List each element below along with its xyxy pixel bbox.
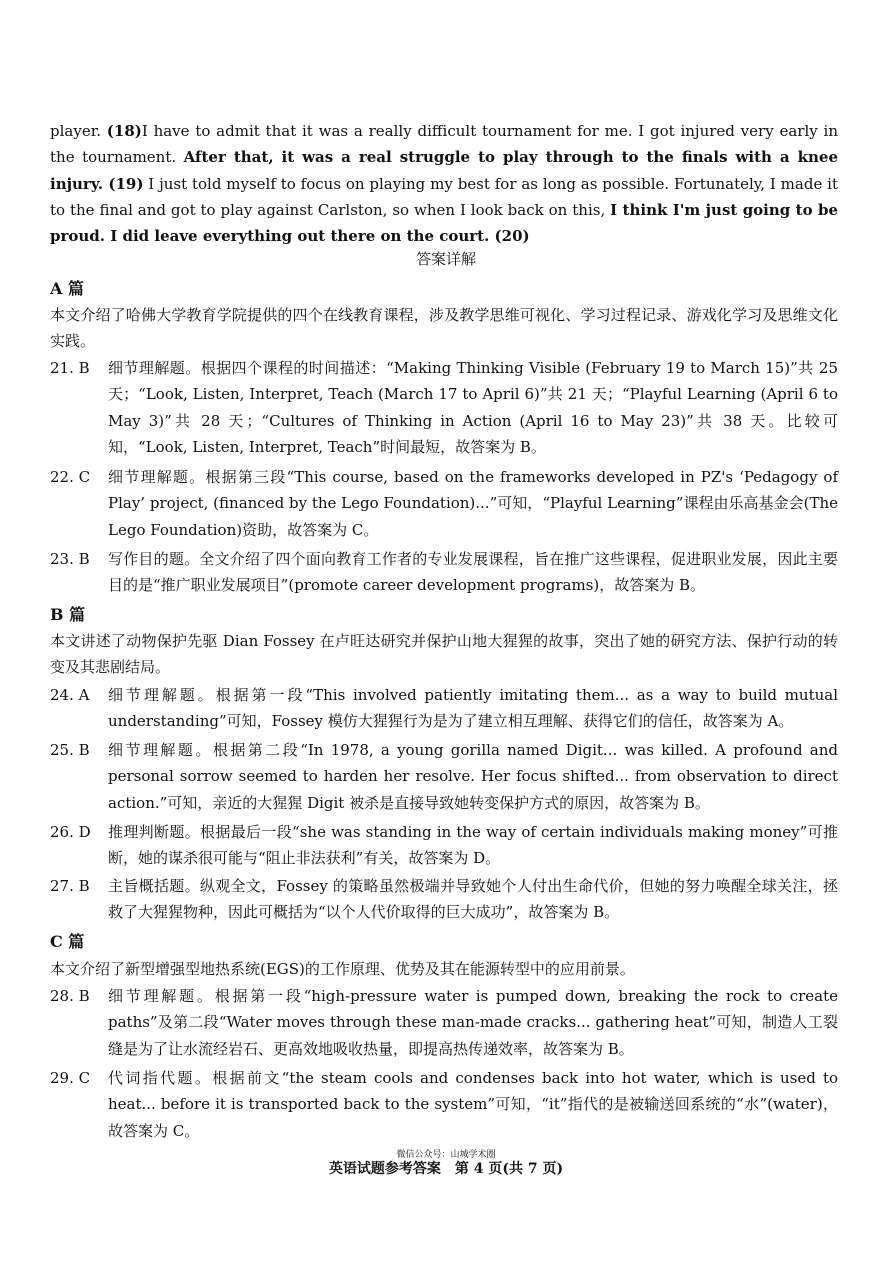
answer-item xyxy=(50,983,838,1062)
answer-explanation: 代词指代题。根据前文“the steam cools and condenses back into hot water, which is used to heat... before it is transported back to the system”可知，“it”指代的是被输送回系统的“水”(water)，故答案为 C。 xyxy=(108,1069,838,1140)
section-c-label: C 篇 xyxy=(50,932,85,951)
passage-text: player. xyxy=(50,122,107,140)
answer-explanation: 主旨概括题。纵观全文，Fossey 的策略虽然极端并导致她个人付出生命代价，但她的努力唤醒全球关注，拯救了大猩猩物种，因此可概括为“以个人代价取得的巨大成功”，故答案为 B。 xyxy=(108,877,838,922)
answer-sentence-19: After that, it was a real struggle to play through to the finals with a knee injury. xyxy=(50,148,838,193)
blank-marker-19: (19) xyxy=(103,174,144,193)
answer-item xyxy=(50,819,838,872)
passage-tail xyxy=(50,118,838,249)
answer-explanation: 细节理解题。根据第一段“high-pressure water is pumped down, breaking the rock to create paths”及第二段“Water moves through these man-made cracks... gathering heat”可知，制造人工裂缝是为了让水流经岩石、更高效地吸收热量，即提高热传递效率，故答案为 B。 xyxy=(108,987,838,1058)
answer-explanation: 细节理解题。根据第一段“This involved patiently imitating them... as a way to build mutual understanding”可知，Fossey 模仿大猩猩行为是为了建立相互理解、获得它们的信任，故答案为 A。 xyxy=(108,686,838,731)
passage-text: I just told myself to focus on playing my best for as long as possible. Fortunately, I made it to the final and got to play against Carlston, so when I look back on this, xyxy=(50,174,839,219)
answer-explanation: 写作目的题。全文介绍了四个面向教育工作者的专业发展课程，旨在推广这些课程，促进职业发展，因此主要目的是“推广职业发展项目”(promote career development programs)，故答案为 B。 xyxy=(108,550,838,595)
answer-number: 23. B xyxy=(50,550,90,568)
answer-item xyxy=(50,464,838,543)
answer-number: 28. B xyxy=(50,987,90,1005)
answer-explanation: 推理判断题。根据最后一段“she was standing in the way of certain individuals making money”可推断，她的谋杀很可能与“阻止非法获利”有关，故答案为 D。 xyxy=(108,823,838,868)
section-a-label: A 篇 xyxy=(50,279,84,298)
answer-explanation: 细节理解题。根据四个课程的时间描述：“Making Thinking Visible (February 19 to March 15)”共 25 天；“Look, Listen, Interpret, Teach (March 17 to April 6)”共 21 天；“Playful Learning (April 6 to May 3)”共 28 天；“Cultures of Thinking in Action (April 16 to May 23)”共 38 天。比较可知，“Look, Listen, Interpret, Teach”时间最短，故答案为 B。 xyxy=(108,359,838,456)
answer-item xyxy=(50,873,838,926)
section-b-summary: 本文讲述了动物保护先驱 Dian Fossey 在卢旺达研究并保护山地大猩猩的故事，突出了她的研究方法、保护行动的转变及其悲剧结局。 xyxy=(50,632,838,677)
passage-text: I have to admit that it was a really difficult tournament for me. I got injured very early in the tournament. xyxy=(50,122,838,167)
answer-item xyxy=(50,1065,838,1144)
answer-number: 22. C xyxy=(50,468,91,486)
answer-explanation: 细节理解题。根据第三段“This course, based on the frameworks developed in PZ's ‘Pedagogy of Play’ project, (financed by the Lego Foundation)...”可知，“Playful Learning”课程由乐高基金会(The Lego Foundation)资助，故答案为 C。 xyxy=(108,468,838,539)
section-c-summary: 本文介绍了新型增强型地热系统(EGS)的工作原理、优势及其在能源转型中的应用前景。 xyxy=(50,960,635,978)
section-b-label: B 篇 xyxy=(50,605,86,624)
answer-number: 26. D xyxy=(50,823,91,841)
answer-number: 29. C xyxy=(50,1069,91,1087)
section-a-summary: 本文介绍了哈佛大学教育学院提供的四个在线教育课程，涉及教学思维可视化、学习过程记录、游戏化学习及思维文化实践。 xyxy=(50,306,838,351)
answer-number: 21. B xyxy=(50,359,90,377)
answer-number: 25. B xyxy=(50,741,90,759)
answer-number: 27. B xyxy=(50,877,90,895)
footer-note: 微信公众号：山城学术圈 xyxy=(396,1150,496,1160)
answer-number: 24. A xyxy=(50,686,90,704)
answer-explanation: 细节理解题。根据第二段“In 1978, a young gorilla named Digit... was killed. A profound and personal sorrow seemed to harden her resolve. Her focus shifted... from observation to direct action.”可知，亲近的大猩猩 Digit 被杀是直接导致她转变保护方式的原因，故答案为 B。 xyxy=(108,741,838,812)
answer-item xyxy=(50,737,838,816)
answer-item xyxy=(50,546,838,599)
answer-sentence-20: I think I'm just going to be proud. I did leave everything out there on the court. xyxy=(50,200,839,246)
page-footer: 英语试题参考答案 第 4 页(共 7 页) xyxy=(328,1161,564,1177)
answer-item xyxy=(50,682,838,735)
answer-item xyxy=(50,355,838,460)
page-title: 答案详解 xyxy=(415,250,476,268)
blank-marker-20: (20) xyxy=(489,227,530,246)
blank-marker-18: (18) xyxy=(106,122,142,140)
